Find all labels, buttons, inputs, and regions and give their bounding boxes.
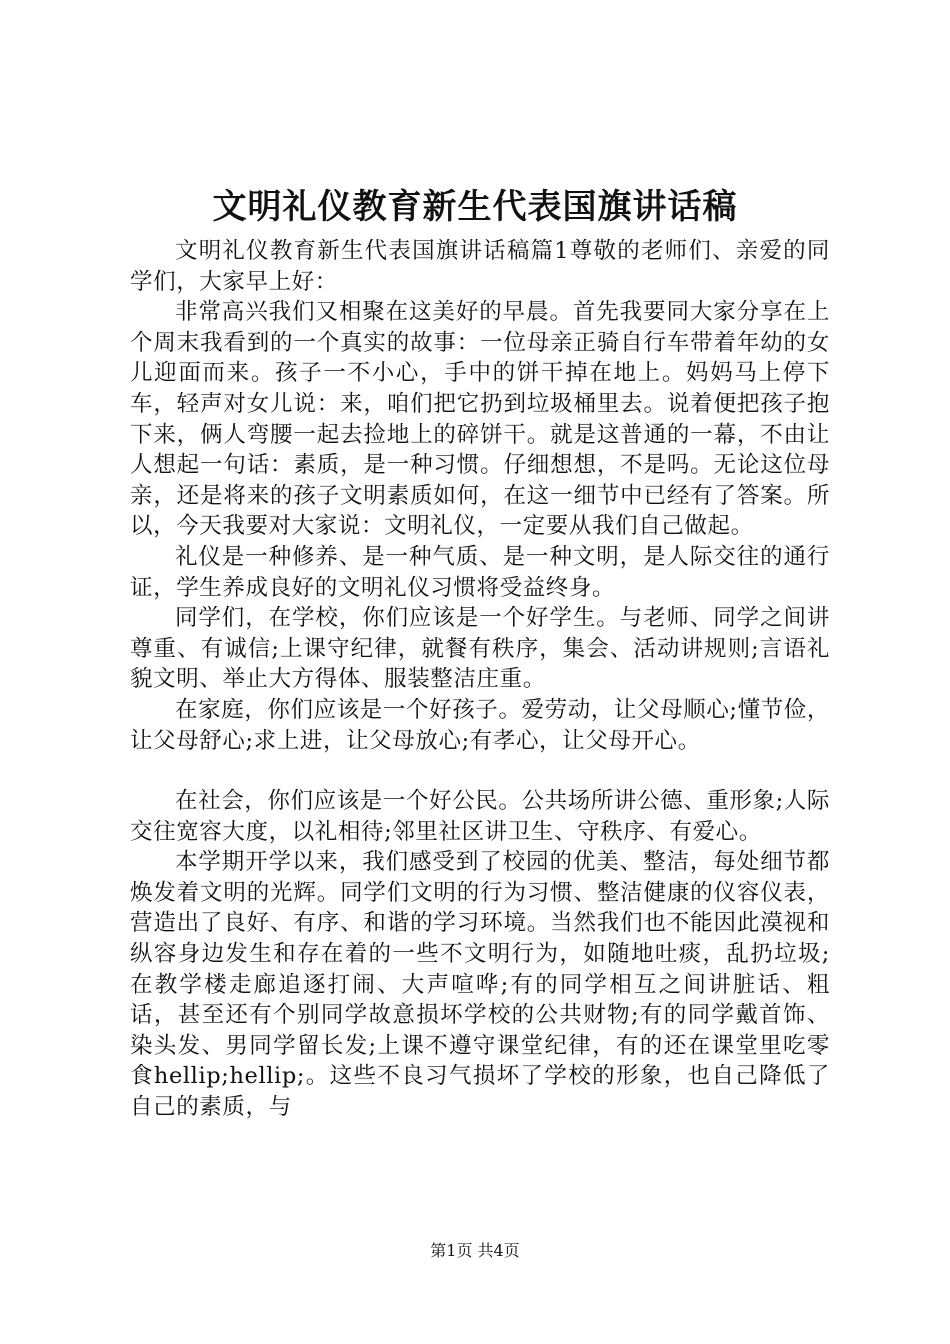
paragraph-3: 礼仪是一种修养、是一种气质、是一种文明，是人际交往的通行证，学生养成良好的文明礼仪习惯将受益终身。 xyxy=(130,543,830,601)
paragraph-2: 非常高兴我们又相聚在这美好的早晨。首先我要同大家分享在上个周末我看到的一个真实的故事：一位母亲正骑自行车带着年幼的女儿迎面而来。孩子一不小心，手中的饼干掉在地上。妈妈马上停下车，轻声对女儿说：来，咱们把它扔到垃圾桶里去。说着便把孩子抱下来，俩人弯腰一起去捡地上的碎饼干。就是这普通的一幕，不由让人想起一句话：素质，是一种习惯。仔细想想，不是吗。无论这位母亲，还是将来的孩子文明素质如何，在这一细节中已经有了答案。所以，今天我要对大家说：文明礼仪，一定要从我们自己做起。 xyxy=(130,299,830,540)
paragraph-4: 同学们，在学校，你们应该是一个好学生。与老师、同学之间讲尊重、有诚信;上课守纪律，就餐有秩序，集会、活动讲规则;言语礼貌文明、举止大方得体、服装整洁庄重。 xyxy=(130,605,830,693)
paragraph-7: 本学期开学以来，我们感受到了校园的优美、整洁，每处细节都焕发着文明的光辉。同学们文明的行为习惯、整洁健康的仪容仪表，营造出了良好、有序、和谐的学习环境。当然我们也不能因此漠视和纵容身边发生和存在着的一些不文明行为，如随地吐痰，乱扔垃圾;在教学楼走廊追逐打闹、大声喧哗;有的同学相互之间讲脏话、粗话，甚至还有个别同学故意损坏学校的公共财物;有的同学戴首饰、染头发、男同学留长发;上课不遵守课堂纪律，有的还在课堂里吃零食hellip;hellip;。这些不良习气损坏了学校的形象，也自己降低了自己的素质，与 xyxy=(130,849,830,1121)
paragraph-6: 在社会，你们应该是一个好公民。公共场所讲公德、重形象;人际交往宽容大度，以礼相待;邻里社区讲卫生、守秩序、有爱心。 xyxy=(130,788,830,845)
paragraph-1: 文明礼仪教育新生代表国旗讲话稿篇1尊敬的老师们、亲爱的同学们，大家早上好： xyxy=(130,238,830,295)
document-body xyxy=(130,236,830,1123)
document-title: 文明礼仪教育新生代表国旗讲话稿 xyxy=(212,187,738,227)
paragraph-5: 在家庭，你们应该是一个好孩子。爱劳动，让父母顺心;懂节俭，让父母舒心;求上进，让父母放心;有孝心，让父母开心。 xyxy=(130,696,830,754)
page-footer: 第1页 共4页 xyxy=(430,1241,520,1260)
